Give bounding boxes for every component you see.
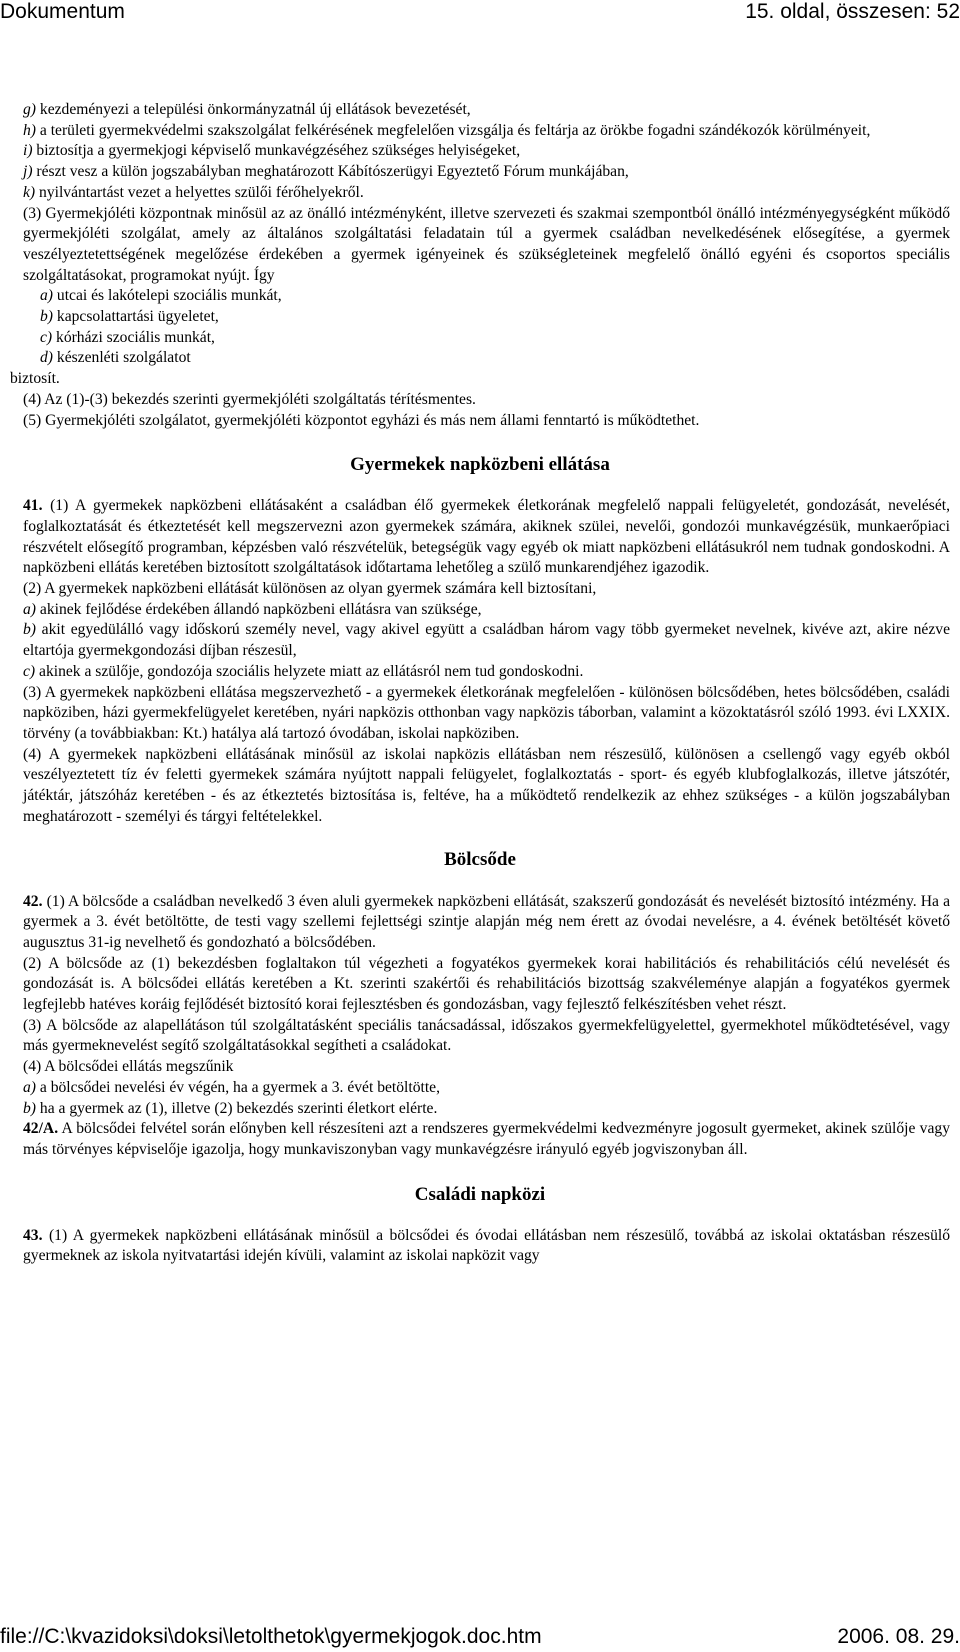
page-footer xyxy=(0,1625,960,1652)
paragraph: biztosít. xyxy=(10,370,60,388)
paragraph: (3) Gyermekjóléti központnak minősül az az önálló intézményként, illetve szervezeti és szakmai szempontból önálló intézményegységként működő gyermekjóléti szolgálat, amely az általános szolgáltatási feladatain túl a gyermek családban nevelkedésének elősegítése, a gyermek veszélyeztetettségének megelőzése érdekében a gyermek igényeinek és szükségleteinek megfelelő önálló egyéni és csoportos speciális szolgáltatásokat, programokat nyújt. Így xyxy=(23,204,950,284)
paragraph: 43. (1) A gyermekek napközbeni ellátásának minősül a bölcsődei és óvodai ellátásban nem részesülő, továbbá az iskolai oktatásban részesülő gyermeknek az iskola nyitvatartási idején kívüli, valamint az iskolai napközit vagy xyxy=(23,1226,950,1265)
list-item: g) kezdeményezi a települési önkormányzatnál új ellátások bevezetését, xyxy=(23,101,471,118)
list-item: a) a bölcsődei nevelési év végén, ha a gyermek a 3. évét betöltötte, xyxy=(23,1078,440,1096)
list-item: a) utcai és lakótelepi szociális munkát, xyxy=(40,287,282,305)
list-item: h) a területi gyermekvédelmi szakszolgálat felkérésének megfelelően vizsgálja és feltárja az örökbe fogadni szándékozók körülményeit, xyxy=(23,121,871,139)
list-item: k) nyilvántartást vezet a helyettes szülői férőhelyekről. xyxy=(23,183,364,201)
paragraph: 42. (1) A bölcsőde a családban nevelkedő 3 éven aluli gyermekek napközbeni ellátását, szakszerű gondozását és nevelését biztosító intézmény. Ha a gyermek a 3. évét betöltötte, de testi vagy szellemi fejlettségi szintje alapján még nem érett az óvodai nevelésre, a 4. évének betöltését követő augusztus 31-ig nevelhető és gondozható a bölcsődében. xyxy=(23,892,950,951)
header-title: Dokumentum xyxy=(0,0,125,23)
section-heading: Családi napközi xyxy=(414,1183,546,1205)
list-item: i) biztosítja a gyermekjogi képviselő munkavégzéséhez szükséges helyiségeket, xyxy=(23,142,521,160)
list-item: j) részt vesz a külön jogszabályban meghatározott Kábítószerügyi Egyeztető Fórum munkájában, xyxy=(23,163,629,181)
paragraph: (3) A bölcsőde az alapellátáson túl szolgáltatásként speciális tanácsadással, időszakos gyermekfelügyelettel, gyermekhotel működtetésével, vagy más gyermeknevelést segítő szolgáltatásokkal segítheti a családokat. xyxy=(23,1016,950,1055)
paragraph: (4) A bölcsődei ellátás megszűnik xyxy=(23,1058,234,1076)
paragraph: (2) A gyermekek napközbeni ellátását különösen az olyan gyermek számára kell biztosítani, xyxy=(23,580,597,598)
paragraph: 42/A. A bölcsődei felvétel során előnyben kell részesíteni azt a rendszeres gyermekvédelmi kedvezményre jogosult gyermeket, akinek szülője vagy más törvényes képviselője igazolja, hogy munkaviszonyban vagy munkavégzésre irányuló egyéb jogviszonyban áll. xyxy=(23,1120,950,1158)
list-item: b) akit egyedülálló vagy időskorú személy nevel, vagy akivel együtt a családban három vagy több gyermeket nevelnek, kivéve azt, akire nézve eltartója gyermekgondozási díjban részesül, xyxy=(23,621,950,660)
list-item: b) ha a gyermek az (1), illetve (2) bekezdés szerinti életkort elérte. xyxy=(23,1099,438,1117)
section-number-42a[interactable]: 42/A. xyxy=(23,1120,59,1138)
list-item: c) kórházi szociális munkát, xyxy=(40,328,215,346)
section-number-42[interactable]: 42. xyxy=(23,892,43,910)
section-number-43[interactable]: 43. xyxy=(23,1226,43,1244)
footer-date: 2006. 08. 29. xyxy=(837,1625,960,1648)
paragraph: (3) A gyermekek napközbeni ellátása megszervezhető - a gyermekek életkorának megfelelően - különösen bölcsődében, hetes bölcsődében, családi napköziben, házi gyermekfelügyelet keretében, nyári napközis otthonban vagy napközis táborban, valamint a közoktatásról szóló 1993. évi LXXIX. törvény (a továbbiakban: Kt.) hatálya alá tartozó óvodában, iskolai napköziben. xyxy=(23,683,950,742)
paragraph: (2) A bölcsőde az (1) bekezdésben foglaltakon túl végezheti a fogyatékos gyermekek korai habilitációs és rehabilitációs célú nevelését és gondozását is. A bölcsődei ellátás keretében a Kt. szerinti szakértői és rehabilitációs bizottság szakvéleménye alapján a fogyatékos gyermek legfejlebb hatéves koráig fejlődését biztosító korai fejlesztésben és gondozásban, vagy fejlesztő felkészítésben vehet részt. xyxy=(23,954,950,1014)
section-number-41[interactable]: 41. xyxy=(23,497,43,515)
paragraph: (5) Gyermekjóléti szolgálatot, gyermekjóléti központot egyházi és más nem állami fenntartó is működtethet. xyxy=(23,411,700,429)
paragraph: (4) Az (1)-(3) bekezdés szerinti gyermekjóléti szolgáltatás térítésmentes. xyxy=(23,390,476,408)
footer-file-path: file://C:\kvazidoksi\doksi\letolthetok\gyermekjogok.doc.htm xyxy=(0,1625,542,1648)
list-item: d) készenléti szolgálatot xyxy=(40,349,191,367)
section-heading: Bölcsőde xyxy=(444,848,516,870)
list-item: b) kapcsolattartási ügyeletet, xyxy=(40,308,219,326)
paragraph: 41. (1) A gyermekek napközbeni ellátásaként a családban élő gyermekek életkorának megfelelő nappali felügyeletét, gondozását, nevelését, foglalkoztatását és étkeztetését kell megszervezni azon gyermekek számára, akiknek szülei, nevelői, gondozói munkavégzésük, munkaerőpiaci részvételt elősegítő programban, képzésben való részvételük, betegségük vagy egyéb ok miatt napközbeni ellátásukról nem tudnak gondoskodni. A napközbeni ellátás keretében biztosított szolgáltatások időtartama lehetőleg a szülő munkarendjéhez igazodik. xyxy=(23,497,950,577)
list-item: c) akinek a szülője, gondozója szociális helyzete miatt az ellátásról nem tud gondoskodni. xyxy=(23,662,584,680)
list-item: a) akinek fejlődése érdekében állandó napközbeni ellátásra van szüksége, xyxy=(23,600,482,618)
document-body xyxy=(10,100,950,1267)
section-heading: Gyermekek napközbeni ellátása xyxy=(350,454,610,476)
header-page-count: 15. oldal, összesen: 52 xyxy=(745,0,960,23)
paragraph: (4) A gyermekek napközbeni ellátásának minősül az iskolai napközis ellátásban nem részesülő, különösen a csellengő vagy egyéb okból veszélyeztetett tíz év feletti gyermekek számára nyújtott nappali felügyelet, foglalkoztatás - sport- és egyéb klubfoglalkozás, illetve játszótér, játéktár, játszóház keretében - és az étkeztetés biztosítása is, feltéve, ha a működtető rendelkezik az ehhez szükséges - a külön jogszabályban meghatározott - személyi és tárgyi feltételekkel. xyxy=(23,745,950,825)
